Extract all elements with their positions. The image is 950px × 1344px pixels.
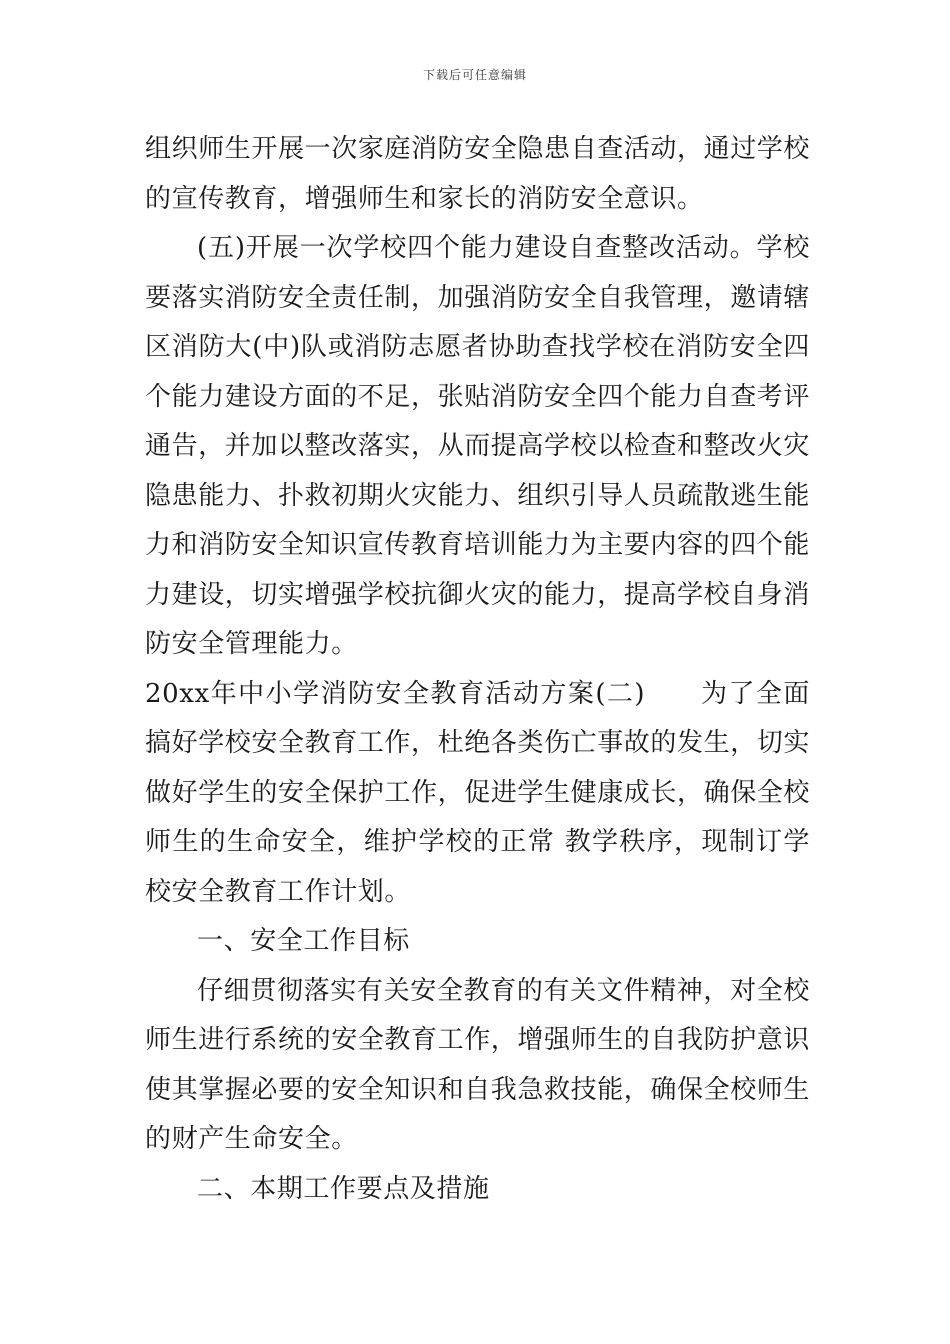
paragraph: 组织师生开展一次家庭消防安全隐患自查活动，通过学校的宣传教育，增强师生和家长的消防安全意识。 (145, 134, 811, 214)
paragraph: 仔细贯彻落实有关安全教育的有关文件精神，对全校师生进行系统的安全教育工作，增强师生的自我防护意识使其掌握必要的安全知识和自我急救技能，确保全校师生的财产生命安全。 (145, 975, 811, 1154)
page-header-note: 下载后可任意编辑 (422, 68, 527, 82)
paragraph: 20xx年中小学消防安全教育活动方案(二) 为了全面搞好学校安全教育工作，杜绝各类伤亡事故的发生，切实做好学生的安全保护工作，促进学生健康成长，确保全校师生的生命安全，维护学校的正常 教学秩序，现制订学校安全教育工作计划。 (145, 678, 811, 907)
document-body (145, 125, 810, 1214)
paragraph: (五)开展一次学校四个能力建设自查整改活动。学校要落实消防安全责任制，加强消防安全自我管理，邀请辖区消防大(中)队或消防志愿者协助查找学校在消防安全四个能力建设方面的不足，张贴消防安全四个能力自查考评通告，并加以整改落实，从而提高学校以检查和整改火灾隐患能力、扑救初期火灾能力、组织引导人员疏散逃生能力和消防安全知识宣传教育培训能力为主要内容的四个能力建设，切实增强学校抗御火灾的能力，提高学校自身消防安全管理能力。 (145, 233, 811, 659)
section-heading: 一、安全工作目标 (197, 926, 410, 956)
section-heading: 二、本期工作要点及措施 (197, 1173, 490, 1204)
